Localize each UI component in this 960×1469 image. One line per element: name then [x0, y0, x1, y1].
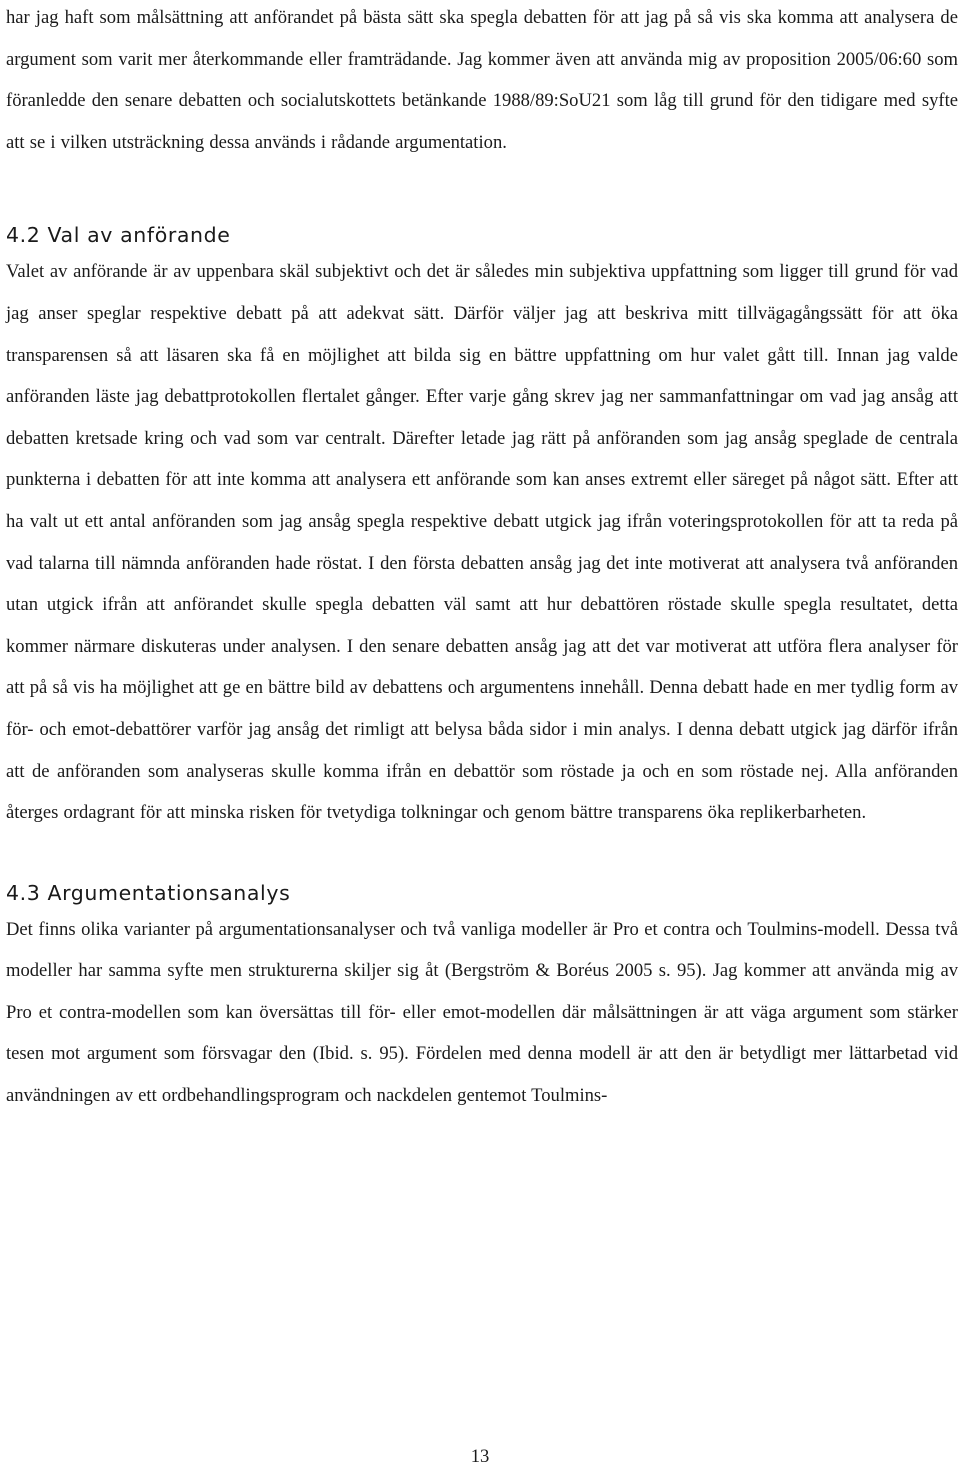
- section-heading-4-2: 4.2 Val av anförande: [6, 223, 231, 248]
- section-4-2-paragraph: Valet av anförande är av uppenbara skäl subjektivt och det är således min subjektiva uppfattning som ligger till grund för vad jag anser speglar respektive debatt på att adekvat sätt. Därför väljer jag att beskriva mitt tillvägagångssätt för att öka transparensen så att läsaren ska få en möjlighet att bilda sig en bättre uppfattning om hur valet gått till. Innan jag valde anföranden läste jag debattprotokollen flertalet gånger. Efter varje gång skrev jag ner sammanfattningar om vad jag ansåg att debatten kretsade kring och vad som var centralt. Därefter letade jag rätt på anföranden som jag ansåg speglade de centrala punkterna i debatten för att inte komma att analysera ett anförande som kan anses extremt eller säreget på något sätt. Efter att ha valt ut ett antal anföranden som jag ansåg spegla respektive debatt utgick jag ifrån voteringsprotokollen för att ta reda på vad talarna till nämnda anföranden hade röstat. I den första debatten ansåg jag det inte motiverat att analysera två anföranden utan utgick ifrån att anförandet skulle spegla debatten väl samt att hur debattören röstade skulle spegla resultatet, detta kommer närmare diskuteras under analysen. I den senare debatten ansåg jag att det var motiverat att utföra flera analyser för att på så vis ha möjlighet att ge en bättre bild av debattens och argumentens innehåll. Denna debatt hade en mer tydlig form av för- och emot-debattörer varför jag ansåg det rimligt att belysa båda sidor i min analys. I denna debatt utgick jag därför ifrån att de anföranden som analyseras skulle komma ifrån en debattör som röstade ja och en som röstade nej. Alla anföranden återges ordagrant för att minska risken för tvetydiga tolkningar och genom bättre transparens öka replikerbarheten.: [6, 261, 958, 824]
- section-heading-4-3: 4.3 Argumentationsanalys: [6, 880, 291, 905]
- section-4-3-paragraph: Det finns olika varianter på argumentationsanalyser och två vanliga modeller är Pro et contra och Toulmins-modell. Dessa två modeller har samma syfte men strukturerna skiljer sig åt (Bergström & Boréus 2005 s. 95). Jag kommer att använda mig av Pro et contra-modellen som kan översättas till för- eller emot-modellen där målsättningen är att väga argument som stärker tesen mot argument som försvagar den (Ibid. s. 95). Fördelen med denna modell är att den är betydligt mer lättarbetad vid användningen av ett ordbehandlingsprogram och nackdelen gentemot Toulmins-: [6, 918, 958, 1107]
- intro-paragraph: har jag haft som målsättning att anförandet på bästa sätt ska spegla debatten för att jag på så vis ska komma att analysera de argument som varit mer återkommande eller framträdande. Jag kommer även att använda mig av proposition 2005/06:60 som föranledde den senare debatten och socialutskottets betänkande 1988/89:SoU21 som låg till grund för den tidigare med syfte att se i vilken utsträckning dessa används i rådande argumentation.: [6, 7, 958, 153]
- page-number: 13: [470, 1446, 490, 1467]
- document-page: [6, 0, 958, 1117]
